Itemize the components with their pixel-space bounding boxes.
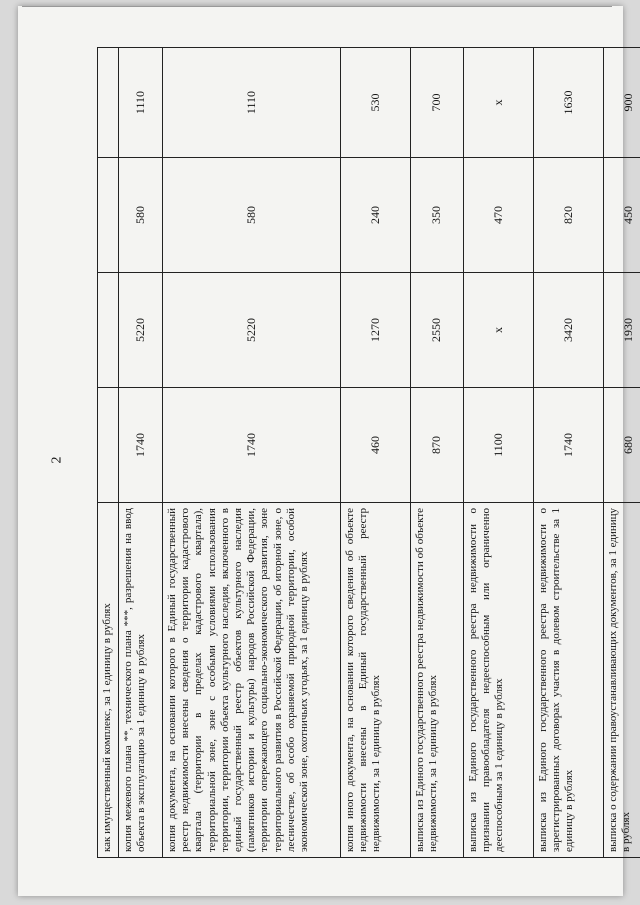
row-description: копия документа, на основании которого в Единый государственный реестр недвижимости внесены сведения о территории кадастрового квартала (территории в пределах кадастрового квартала), территориальной зоне, зоне с особыми условиями использования территории, территории объекта культурного наследия, включенного в единый государственный реестр объектов культурного наследия (памятников истории и культуры) народов Российской Федерации, территории опережающего социально-экономического развития, зоне территориального развития в Российской Федерации, об игорной зоне, о лесничестве, об особо охраняемой природной территории, особой экономической зоне, охотничьих угодьях, за 1 единицу в рублях bbox=[163, 503, 341, 858]
fee-value-cell: х bbox=[464, 48, 534, 158]
fee-value-cell: 3420 bbox=[534, 273, 604, 388]
fee-value-cell: 580 bbox=[163, 158, 341, 273]
row-description: как имущественный комплекс, за 1 единицу в рублях bbox=[98, 503, 119, 858]
fee-value-cell: 1740 bbox=[534, 388, 604, 503]
fee-value-cell: 1270 bbox=[341, 273, 411, 388]
scan-edge-line bbox=[22, 6, 612, 7]
fee-value-cell: 870 bbox=[411, 388, 464, 503]
fee-value-cell: 1100 bbox=[464, 388, 534, 503]
table-row bbox=[604, 48, 640, 858]
fee-value-cell: 240 bbox=[341, 158, 411, 273]
fee-value-cell: 350 bbox=[411, 158, 464, 273]
row-description: выписка о содержании правоустанавливающих документов, за 1 единицу в рублях bbox=[604, 503, 640, 858]
fee-value-cell bbox=[98, 388, 119, 503]
row-description: копия межевого плана **, технического плана ***, разрешения на ввод объекта в эксплуатацию за 1 единицу в рублях bbox=[119, 503, 163, 858]
rotated-table-container bbox=[97, 48, 635, 858]
fee-value-cell: 1930 bbox=[604, 273, 640, 388]
row-description: копия иного документа, на основании которого сведения об объекте недвижимости внесены в Единый государственный реестр недвижимости, за 1 единицу в рублях bbox=[341, 503, 411, 858]
fee-value-cell bbox=[98, 48, 119, 158]
table-row bbox=[464, 48, 534, 858]
fee-value-cell: 2550 bbox=[411, 273, 464, 388]
fee-value-cell: х bbox=[464, 273, 534, 388]
fee-value-cell bbox=[98, 273, 119, 388]
fee-value-cell: 5220 bbox=[119, 273, 163, 388]
fee-value-cell: 5220 bbox=[163, 273, 341, 388]
fee-value-cell: 820 bbox=[534, 158, 604, 273]
fee-value-cell: 680 bbox=[604, 388, 640, 503]
fee-table bbox=[97, 47, 640, 858]
fee-value-cell: 530 bbox=[341, 48, 411, 158]
fee-table-body bbox=[98, 48, 640, 858]
page-number: 2 bbox=[49, 456, 65, 464]
table-row bbox=[98, 48, 119, 858]
row-description: выписка из Единого государственного реестра недвижимости об объекте недвижимости, за 1 единицу в рублях bbox=[411, 503, 464, 858]
table-row bbox=[411, 48, 464, 858]
fee-value-cell: 1110 bbox=[163, 48, 341, 158]
fee-value-cell bbox=[98, 158, 119, 273]
fee-value-cell: 1740 bbox=[119, 388, 163, 503]
row-description: выписка из Единого государственного реестра недвижимости о признании правообладателя недееспособным или ограниченно дееспособным за 1 единицу в рублях bbox=[464, 503, 534, 858]
table-row bbox=[119, 48, 163, 858]
fee-value-cell: 1630 bbox=[534, 48, 604, 158]
table-row bbox=[163, 48, 341, 858]
fee-value-cell: 450 bbox=[604, 158, 640, 273]
row-description: выписка из Единого государственного реестра недвижимости о зарегистрированных договорах участия в долевом строительстве за 1 единицу в рублях bbox=[534, 503, 604, 858]
fee-value-cell: 700 bbox=[411, 48, 464, 158]
document-page bbox=[18, 6, 635, 896]
fee-value-cell: 470 bbox=[464, 158, 534, 273]
fee-value-cell: 1110 bbox=[119, 48, 163, 158]
table-row bbox=[341, 48, 411, 858]
fee-value-cell: 580 bbox=[119, 158, 163, 273]
fee-value-cell: 900 bbox=[604, 48, 640, 158]
fee-value-cell: 1740 bbox=[163, 388, 341, 503]
table-row bbox=[534, 48, 604, 858]
fee-value-cell: 460 bbox=[341, 388, 411, 503]
